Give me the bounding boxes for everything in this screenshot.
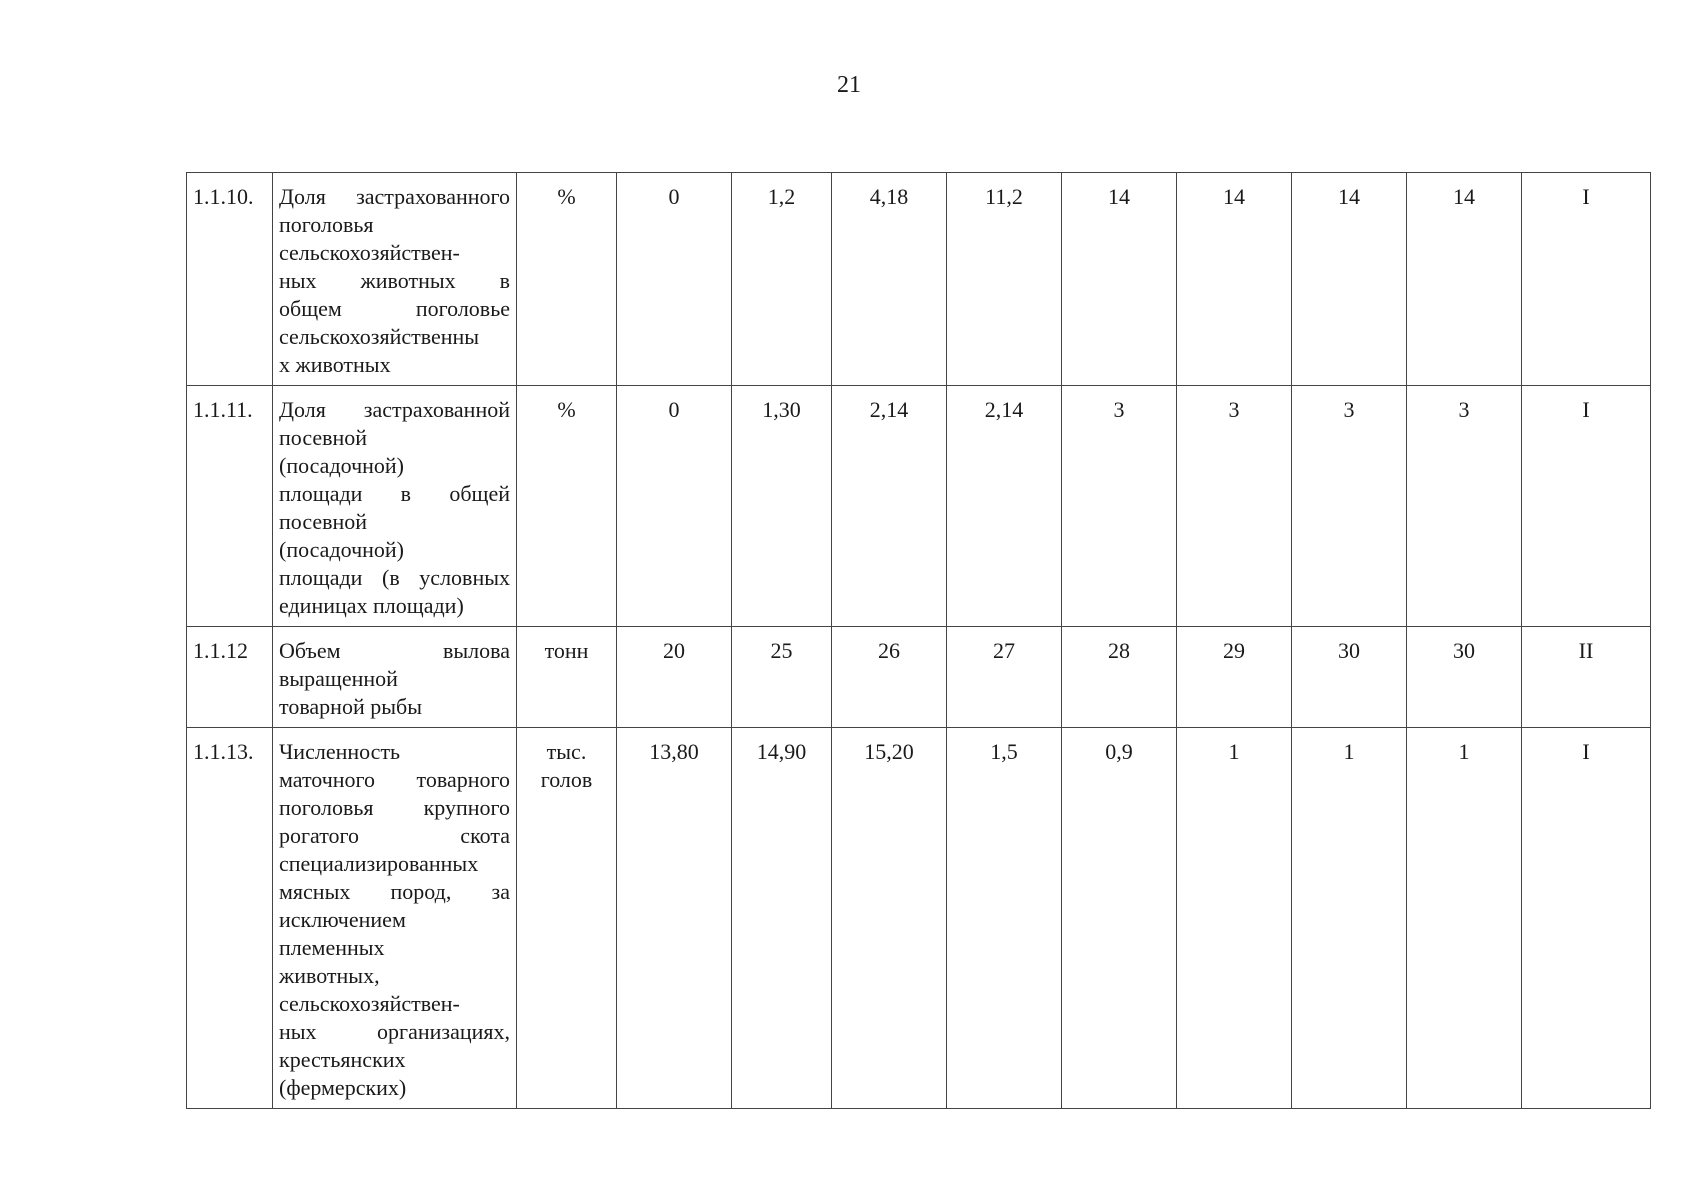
table-row (187, 173, 1651, 386)
description-line: крестьянских (279, 1047, 406, 1072)
value-cell: 28 (1062, 627, 1177, 728)
value-cell: 25 (732, 627, 832, 728)
unit-of-measure (517, 627, 617, 728)
row-number: 1.1.10. (187, 173, 273, 386)
description-line: общем поголовье (279, 296, 510, 321)
row-number: 1.1.12 (187, 627, 273, 728)
value-cell: 1,2 (732, 173, 832, 386)
unit-line: тыс. (546, 739, 587, 764)
category-cell: I (1522, 386, 1651, 627)
value-cell: 30 (1292, 627, 1407, 728)
indicator-description (273, 386, 517, 627)
value-cell: 14 (1177, 173, 1292, 386)
value-cell: 27 (947, 627, 1062, 728)
table-row (187, 386, 1651, 627)
value-cell: 1,5 (947, 728, 1062, 1109)
value-cell: 26 (832, 627, 947, 728)
value-cell: 3 (1292, 386, 1407, 627)
value-cell: 14 (1292, 173, 1407, 386)
unit-of-measure (517, 728, 617, 1109)
value-cell: 14 (1407, 173, 1522, 386)
value-cell: 4,18 (832, 173, 947, 386)
indicator-table (186, 172, 1651, 1109)
description-line: Численность (279, 739, 401, 764)
description-line: сельскохозяйственны (279, 324, 480, 349)
value-cell: 1 (1407, 728, 1522, 1109)
description-line: х животных (279, 352, 391, 377)
value-cell: 1 (1177, 728, 1292, 1109)
unit-line: тонн (544, 638, 589, 663)
indicator-description (273, 728, 517, 1109)
description-line: маточного товарного (279, 767, 510, 792)
value-cell: 0,9 (1062, 728, 1177, 1109)
description-line: поголовья крупного (279, 795, 510, 820)
value-cell: 2,14 (947, 386, 1062, 627)
description-line: Доля застрахованной (279, 397, 510, 422)
unit-of-measure (517, 173, 617, 386)
row-number: 1.1.11. (187, 386, 273, 627)
value-cell: 13,80 (617, 728, 732, 1109)
description-line: (посадочной) (279, 537, 405, 562)
value-cell: 3 (1177, 386, 1292, 627)
description-line: площади в общей (279, 481, 510, 506)
value-cell: 2,14 (832, 386, 947, 627)
description-line: специализированных (279, 851, 479, 876)
unit-of-measure (517, 386, 617, 627)
description-line: ных организациях, (279, 1019, 510, 1044)
value-cell: 30 (1407, 627, 1522, 728)
description-line: сельскохозяйствен- (279, 240, 460, 265)
table-row (187, 627, 1651, 728)
indicator-description (273, 173, 517, 386)
description-line: племенных (279, 935, 385, 960)
description-line: площади (в условных (279, 565, 510, 590)
description-line: товарной рыбы (279, 694, 422, 719)
description-line: единицах площади) (279, 593, 464, 618)
value-cell: 29 (1177, 627, 1292, 728)
table-row (187, 728, 1651, 1109)
value-cell: 11,2 (947, 173, 1062, 386)
description-line: Объем вылова (279, 638, 510, 663)
description-line: сельскохозяйствен- (279, 991, 460, 1016)
value-cell: 15,20 (832, 728, 947, 1109)
description-line: (фермерских) (279, 1075, 407, 1100)
description-line: мясных пород, за (279, 879, 510, 904)
description-line: Доля застрахованного (279, 184, 510, 209)
description-line: исключением (279, 907, 406, 932)
indicator-description (273, 627, 517, 728)
description-line: ных животных в (279, 268, 510, 293)
category-cell: I (1522, 728, 1651, 1109)
category-cell: I (1522, 173, 1651, 386)
page-number: 21 (837, 72, 861, 98)
value-cell: 0 (617, 173, 732, 386)
description-line: рогатого скота (279, 823, 510, 848)
table-body (187, 173, 1651, 1109)
value-cell: 14 (1062, 173, 1177, 386)
value-cell: 0 (617, 386, 732, 627)
value-cell: 14,90 (732, 728, 832, 1109)
description-line: животных, (279, 963, 380, 988)
category-cell: II (1522, 627, 1651, 728)
description-line: поголовья (279, 212, 374, 237)
description-line: выращенной (279, 666, 398, 691)
value-cell: 3 (1407, 386, 1522, 627)
value-cell: 20 (617, 627, 732, 728)
unit-line: % (557, 184, 576, 209)
row-number: 1.1.13. (187, 728, 273, 1109)
description-line: посевной (279, 509, 368, 534)
unit-line: голов (540, 767, 593, 792)
unit-line: % (557, 397, 576, 422)
description-line: посевной (279, 425, 368, 450)
value-cell: 3 (1062, 386, 1177, 627)
value-cell: 1,30 (732, 386, 832, 627)
value-cell: 1 (1292, 728, 1407, 1109)
description-line: (посадочной) (279, 453, 405, 478)
